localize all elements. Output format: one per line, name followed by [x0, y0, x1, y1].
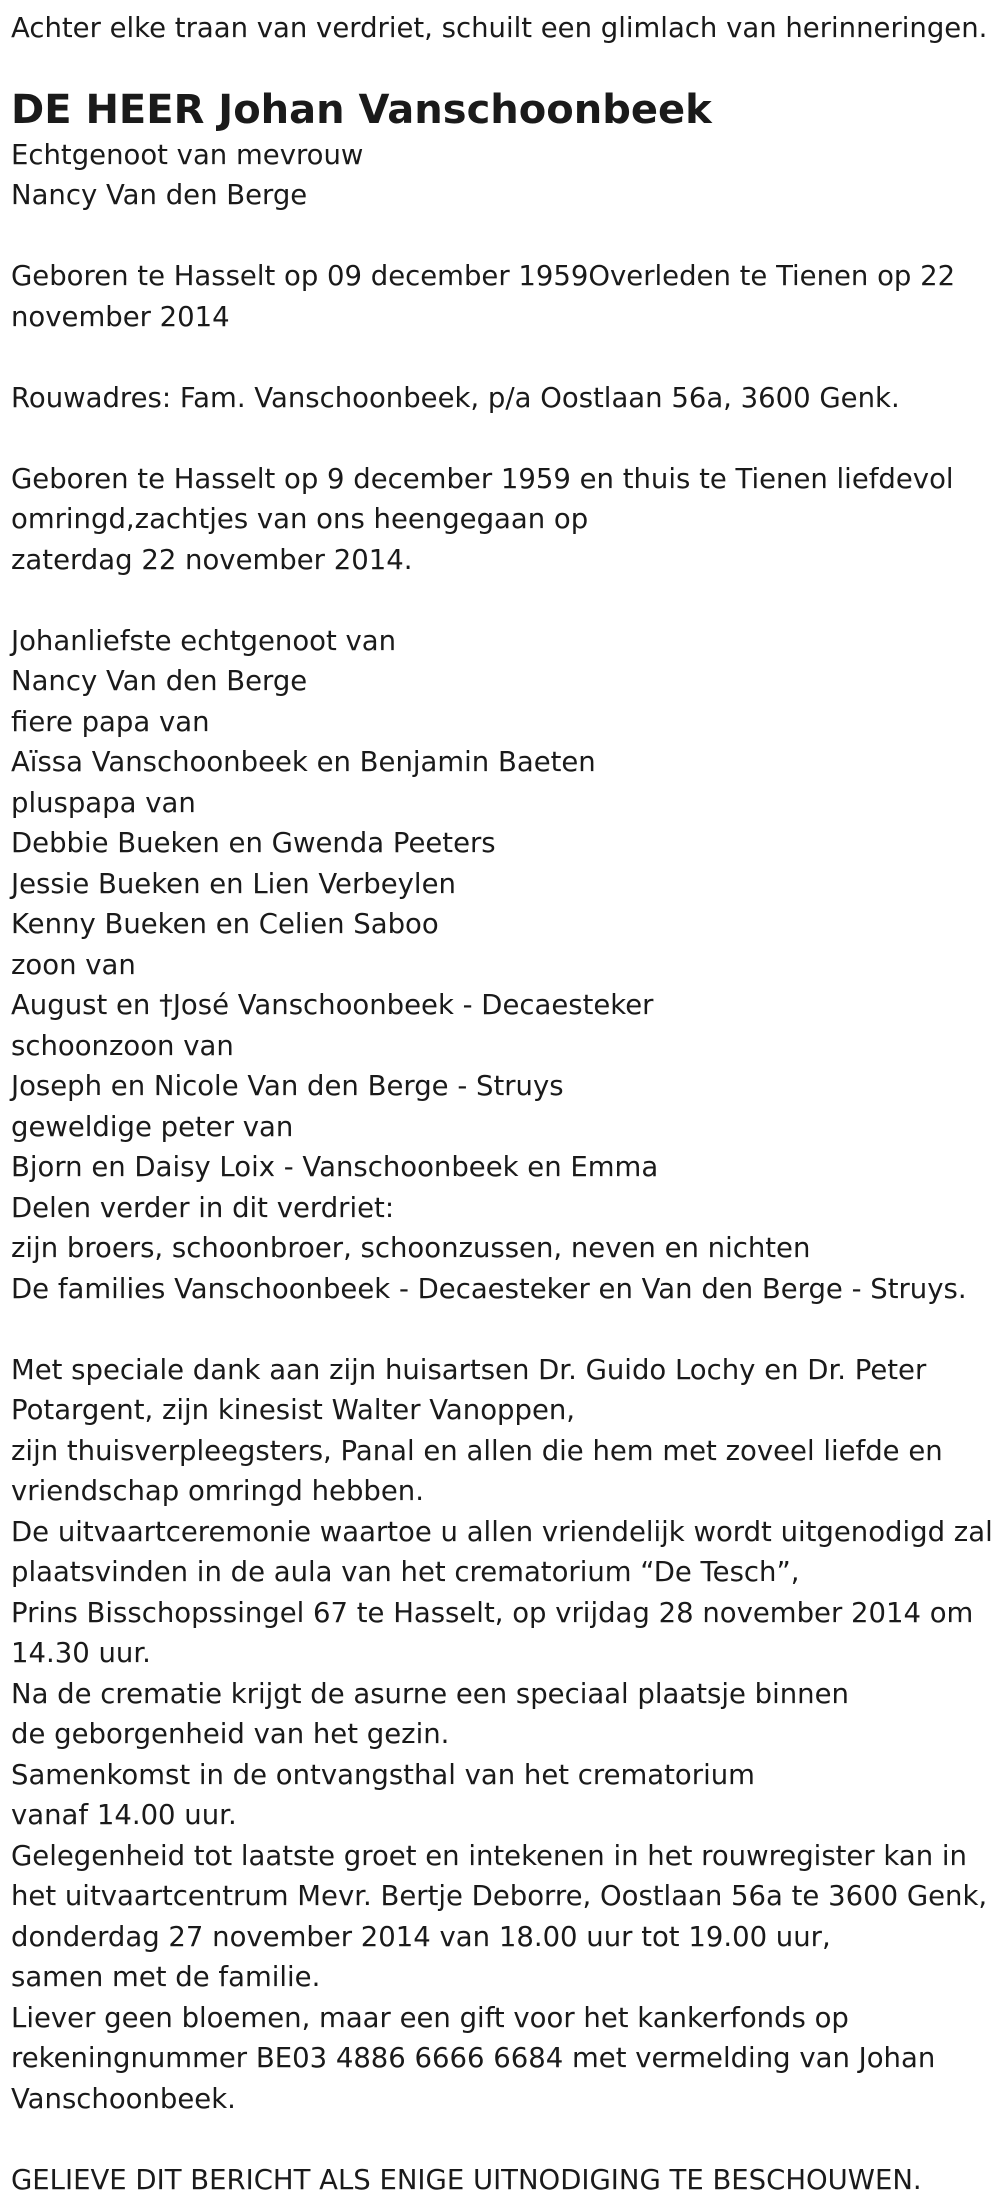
- details-line: vanaf 14.00 uur.: [11, 1795, 967, 1836]
- family-line: Debbie Bueken en Gwenda Peeters: [11, 823, 967, 864]
- family-line: geweldige peter van: [11, 1107, 967, 1148]
- family-line: August en †José Vanschoonbeek - Decaesteker: [11, 985, 967, 1026]
- details-line: Gelegenheid tot laatste groet en intekenen in het rouwregister kan in: [11, 1836, 967, 1877]
- spacer: [11, 337, 967, 378]
- details-line: Samenkomst in de ontvangsthal van het crematorium: [11, 1755, 967, 1796]
- family-line: De families Vanschoonbeek - Decaesteker en Van den Berge - Struys.: [11, 1269, 967, 1310]
- spacer: [11, 418, 967, 459]
- details-line: 14.30 uur.: [11, 1633, 967, 1674]
- announcement-line: omringd,zachtjes van ons heengegaan op: [11, 499, 967, 540]
- family-line: Delen verder in dit verdriet:: [11, 1188, 967, 1229]
- details-line: plaatsvinden in de aula van het crematorium “De Tesch”,: [11, 1552, 967, 1593]
- details-line: Liever geen bloemen, maar een gift voor het kankerfonds op: [11, 1998, 967, 2039]
- details-line: Met speciale dank aan zijn huisartsen Dr. Guido Lochy en Dr. Peter: [11, 1350, 967, 1391]
- details-line: vriendschap omringd hebben.: [11, 1471, 967, 1512]
- family-line: fiere papa van: [11, 702, 967, 743]
- details-line: donderdag 27 november 2014 van 18.00 uur tot 19.00 uur,: [11, 1917, 967, 1958]
- family-line: zoon van: [11, 945, 967, 986]
- announcement-line: Geboren te Hasselt op 9 december 1959 en thuis te Tienen liefdevol: [11, 459, 967, 500]
- spacer: [11, 216, 967, 257]
- family-line: Bjorn en Daisy Loix - Vanschoonbeek en Emma: [11, 1147, 967, 1188]
- details-line: Vanschoonbeek.: [11, 2079, 967, 2120]
- family-line: schoonzoon van: [11, 1026, 967, 1067]
- family-line: zijn broers, schoonbroer, schoonzussen, neven en nichten: [11, 1228, 967, 1269]
- family-line: Nancy Van den Berge: [11, 661, 967, 702]
- announcement-line: zaterdag 22 november 2014.: [11, 540, 967, 581]
- spouse-intro-line: Nancy Van den Berge: [11, 175, 967, 216]
- motto: Achter elke traan van verdriet, schuilt een glimlach van herinneringen.: [11, 8, 967, 49]
- family-line: Kenny Bueken en Celien Saboo: [11, 904, 967, 945]
- details-section: [11, 1350, 967, 2120]
- family-line: pluspapa van: [11, 783, 967, 824]
- details-line: samen met de familie.: [11, 1957, 967, 1998]
- family-line: Johanliefste echtgenoot van: [11, 621, 967, 662]
- deceased-name: DE HEER Johan Vanschoonbeek: [11, 85, 967, 135]
- family-line: Joseph en Nicole Van den Berge - Struys: [11, 1066, 967, 1107]
- mourning-address: Rouwadres: Fam. Vanschoonbeek, p/a Oostlaan 56a, 3600 Genk.: [11, 378, 967, 419]
- details-line: de geborgenheid van het gezin.: [11, 1714, 967, 1755]
- closing-notice: GELIEVE DIT BERICHT ALS ENIGE UITNODIGING TE BESCHOUWEN.: [11, 2160, 967, 2200]
- details-line: Na de crematie krijgt de asurne een speciaal plaatsje binnen: [11, 1674, 967, 1715]
- details-line: Potargent, zijn kinesist Walter Vanoppen,: [11, 1390, 967, 1431]
- details-line: rekeningnummer BE03 4886 6666 6684 met vermelding van Johan: [11, 2038, 967, 2079]
- details-line: het uitvaartcentrum Mevr. Bertje Deborre, Oostlaan 56a te 3600 Genk,: [11, 1876, 967, 1917]
- announcement-section: [11, 459, 967, 581]
- family-line: Jessie Bueken en Lien Verbeylen: [11, 864, 967, 905]
- dates-line: Geboren te Hasselt op 09 december 1959Overleden te Tienen op 22: [11, 256, 967, 297]
- spouse-intro-line: Echtgenoot van mevrouw: [11, 135, 967, 176]
- family-section: [11, 621, 967, 1310]
- family-line: Aïssa Vanschoonbeek en Benjamin Baeten: [11, 742, 967, 783]
- spacer: [11, 1309, 967, 1350]
- details-line: Prins Bisschopssingel 67 te Hasselt, op vrijdag 28 november 2014 om: [11, 1593, 967, 1634]
- spacer: [11, 2119, 967, 2160]
- details-line: De uitvaartceremonie waartoe u allen vriendelijk wordt uitgenodigd zal: [11, 1512, 967, 1553]
- details-line: zijn thuisverpleegsters, Panal en allen die hem met zoveel liefde en: [11, 1431, 967, 1472]
- dates-line: november 2014: [11, 297, 967, 338]
- spacer: [11, 580, 967, 621]
